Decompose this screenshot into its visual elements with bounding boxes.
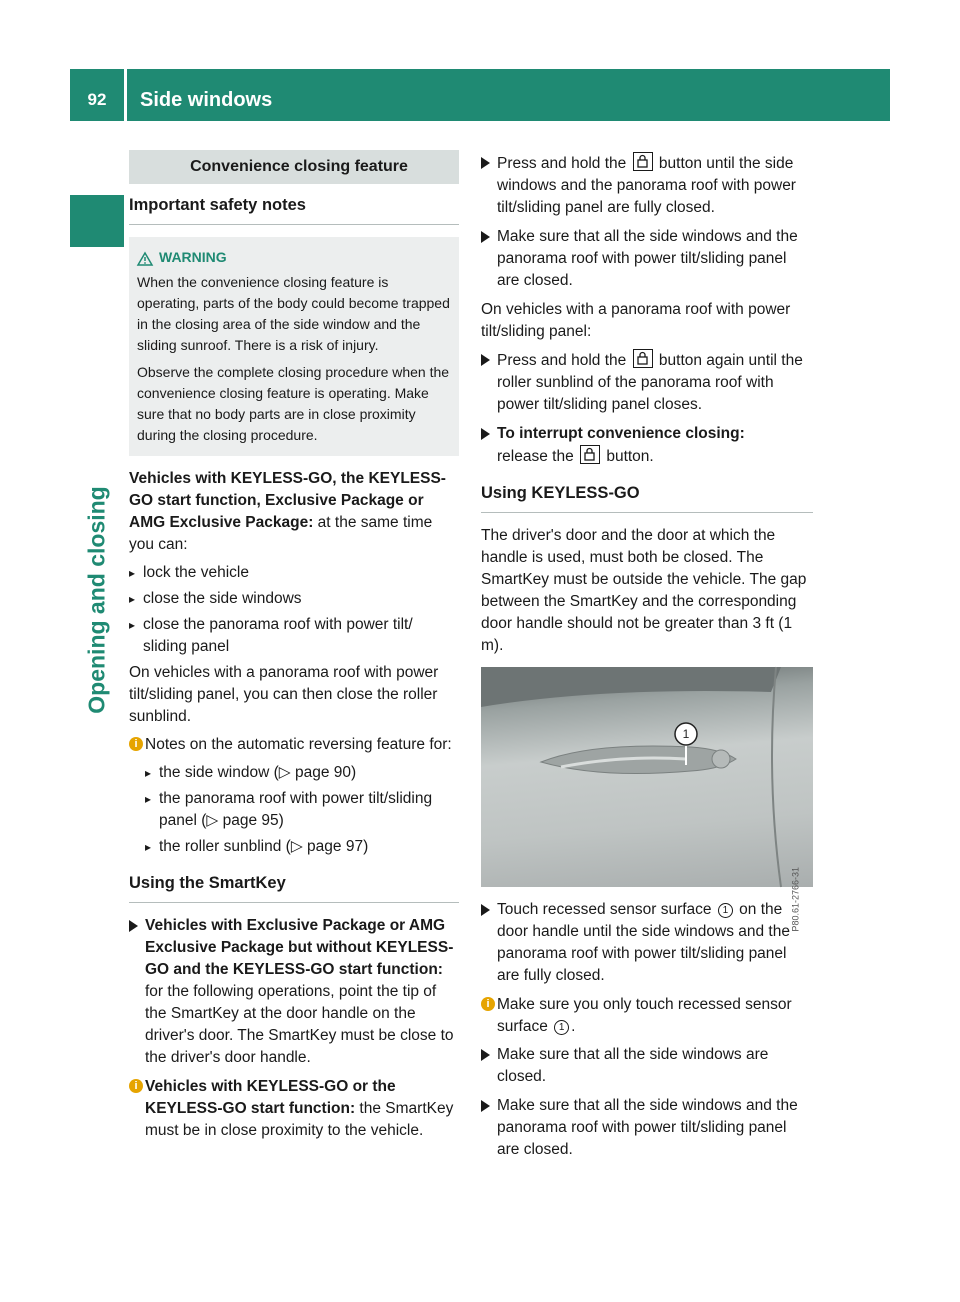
step-check-all — [481, 1095, 813, 1161]
list-item: ▸ the panorama roof with power tilt/sliding panel (▷ page 95) — [145, 788, 459, 832]
step-interrupt — [481, 423, 813, 468]
step-arrow-icon — [481, 354, 490, 366]
step-check-windows — [481, 1044, 813, 1088]
info-icon: i — [129, 737, 143, 751]
step-arrow-icon — [481, 1049, 490, 1061]
step-text: Press and hold the — [497, 352, 627, 369]
note-text: . — [571, 1018, 576, 1035]
step-bold: Vehicles with Exclusive Package or AMG Exclusive Package but without KEYLESS-GO and the KEYLESS-GO start function: — [145, 917, 454, 978]
step-press-hold — [481, 152, 813, 219]
panorama-paragraph: On vehicles with a panorama roof with power tilt/sliding panel, you can then close the roller sunblind. — [129, 664, 439, 725]
callout-number: 1 — [718, 903, 733, 918]
subhead-safety: Important safety notes — [129, 194, 459, 225]
list-item: ▸ close the panorama roof with power tilt/ sliding panel — [129, 614, 459, 658]
keyless-paragraph: The driver's door and the door at which the handle is used, must both be closed. The SmartKey must be outside the vehicle. The gap between the SmartKey and the corresponding door handle should not be greater than 3 ft (1 m). — [481, 527, 807, 654]
step-text: release the — [497, 448, 574, 465]
page-title: Side windows — [140, 89, 273, 111]
photo-code: P80.61-2766-31 — [791, 867, 801, 932]
panorama-paragraph-right: On vehicles with a panorama roof with power tilt/sliding panel: — [481, 301, 791, 340]
step-bold: To interrupt convenience closing: — [497, 425, 745, 442]
step-text: Make sure that all the side windows and the panorama roof with power tilt/sliding panel are closed. — [497, 1097, 798, 1158]
note-intro: Notes on the automatic reversing feature for: — [145, 736, 452, 753]
chapter-label: Opening and closing — [83, 486, 110, 714]
header-divider — [124, 69, 127, 121]
section-title: Convenience closing feature — [129, 150, 459, 184]
chapter-tab — [70, 195, 124, 247]
note-keyless — [129, 1076, 459, 1142]
step-rest: for the following operations, point the tip of the SmartKey at the door handle on the driver's door. The SmartKey must be close to the driver's door handle. — [145, 983, 454, 1066]
page-number: 92 — [87, 90, 107, 109]
capability-list — [129, 562, 459, 658]
step-text: Touch recessed sensor surface — [497, 901, 712, 918]
step-text: Press and hold the — [497, 155, 627, 172]
step-text: button until the side windows and the panorama roof with power tilt/sliding panel are fully closed. — [497, 155, 796, 216]
warning-box — [129, 237, 459, 456]
warning-text-1: When the convenience closing feature is operating, parts of the body could become trapped in the closing area of the side window and the sliding sunroof. There is a risk of injury. — [137, 274, 450, 353]
step-arrow-icon — [481, 157, 490, 169]
step-arrow-icon — [481, 1100, 490, 1112]
right-column — [481, 152, 813, 1168]
note2-bold: Vehicles with KEYLESS-GO or the KEYLESS-GO start function: — [145, 1078, 396, 1117]
step-text: Make sure that all the side windows are closed. — [497, 1046, 769, 1085]
reversing-list — [145, 762, 459, 858]
note-text: Make sure you only touch recessed sensor surface — [497, 996, 792, 1035]
step-arrow-icon — [129, 920, 138, 932]
step-text: button again until the roller sunblind of the panorama roof with power tilt/sliding panel closes. — [497, 352, 803, 413]
warning-title — [137, 247, 451, 268]
note-reversing — [129, 734, 459, 858]
step-press-hold-again — [481, 349, 813, 416]
note2-rest: the SmartKey must be in close proximity to the vehicle. — [145, 1100, 454, 1139]
step-arrow-icon — [481, 904, 490, 916]
subhead-keyless: Using KEYLESS-GO — [481, 482, 813, 513]
vehicles-paragraph — [129, 468, 459, 556]
warning-text-2: Observe the complete closing procedure when the convenience closing feature is operating. Make sure that no body parts are in close proximity during the closing procedure. — [137, 364, 450, 443]
step-text: on the door handle until the side windows and the panorama roof with power tilt/sliding panel are fully closed. — [497, 901, 790, 984]
step-arrow-icon — [481, 231, 490, 243]
subhead-smartkey: Using the SmartKey — [129, 872, 459, 903]
list-item: ▸ lock the vehicle — [129, 562, 459, 584]
callout-number: 1 — [554, 1020, 569, 1035]
info-icon: i — [129, 1079, 143, 1093]
vehicles-rest: at the same time you can: — [129, 514, 433, 553]
step-touch-sensor — [481, 899, 813, 987]
step-text: Make sure that all the side windows and the panorama roof with power tilt/sliding panel are closed. — [497, 228, 798, 289]
step-smartkey — [129, 915, 459, 1069]
lock-button-icon — [633, 349, 653, 368]
step-arrow-icon — [481, 428, 490, 440]
step-text: button. — [606, 448, 654, 465]
door-handle-illustration — [481, 667, 813, 887]
warning-triangle-icon — [137, 251, 153, 265]
note-sensor — [481, 994, 813, 1038]
vehicles-bold: Vehicles with KEYLESS-GO, the KEYLESS-GO start function, Exclusive Package or AMG Exclusive Package: — [129, 470, 446, 531]
warning-label: WARNING — [159, 249, 227, 265]
photo-callout: 1 — [682, 727, 690, 741]
left-column — [129, 150, 459, 1148]
lock-button-icon — [580, 445, 600, 464]
list-item: ▸ the roller sunblind (▷ page 97) — [145, 836, 459, 858]
list-item: ▸ close the side windows — [129, 588, 459, 610]
list-item: ▸ the side window (▷ page 90) — [145, 762, 459, 784]
step-check-closed — [481, 226, 813, 292]
info-icon: i — [481, 997, 495, 1011]
lock-button-icon — [633, 152, 653, 171]
